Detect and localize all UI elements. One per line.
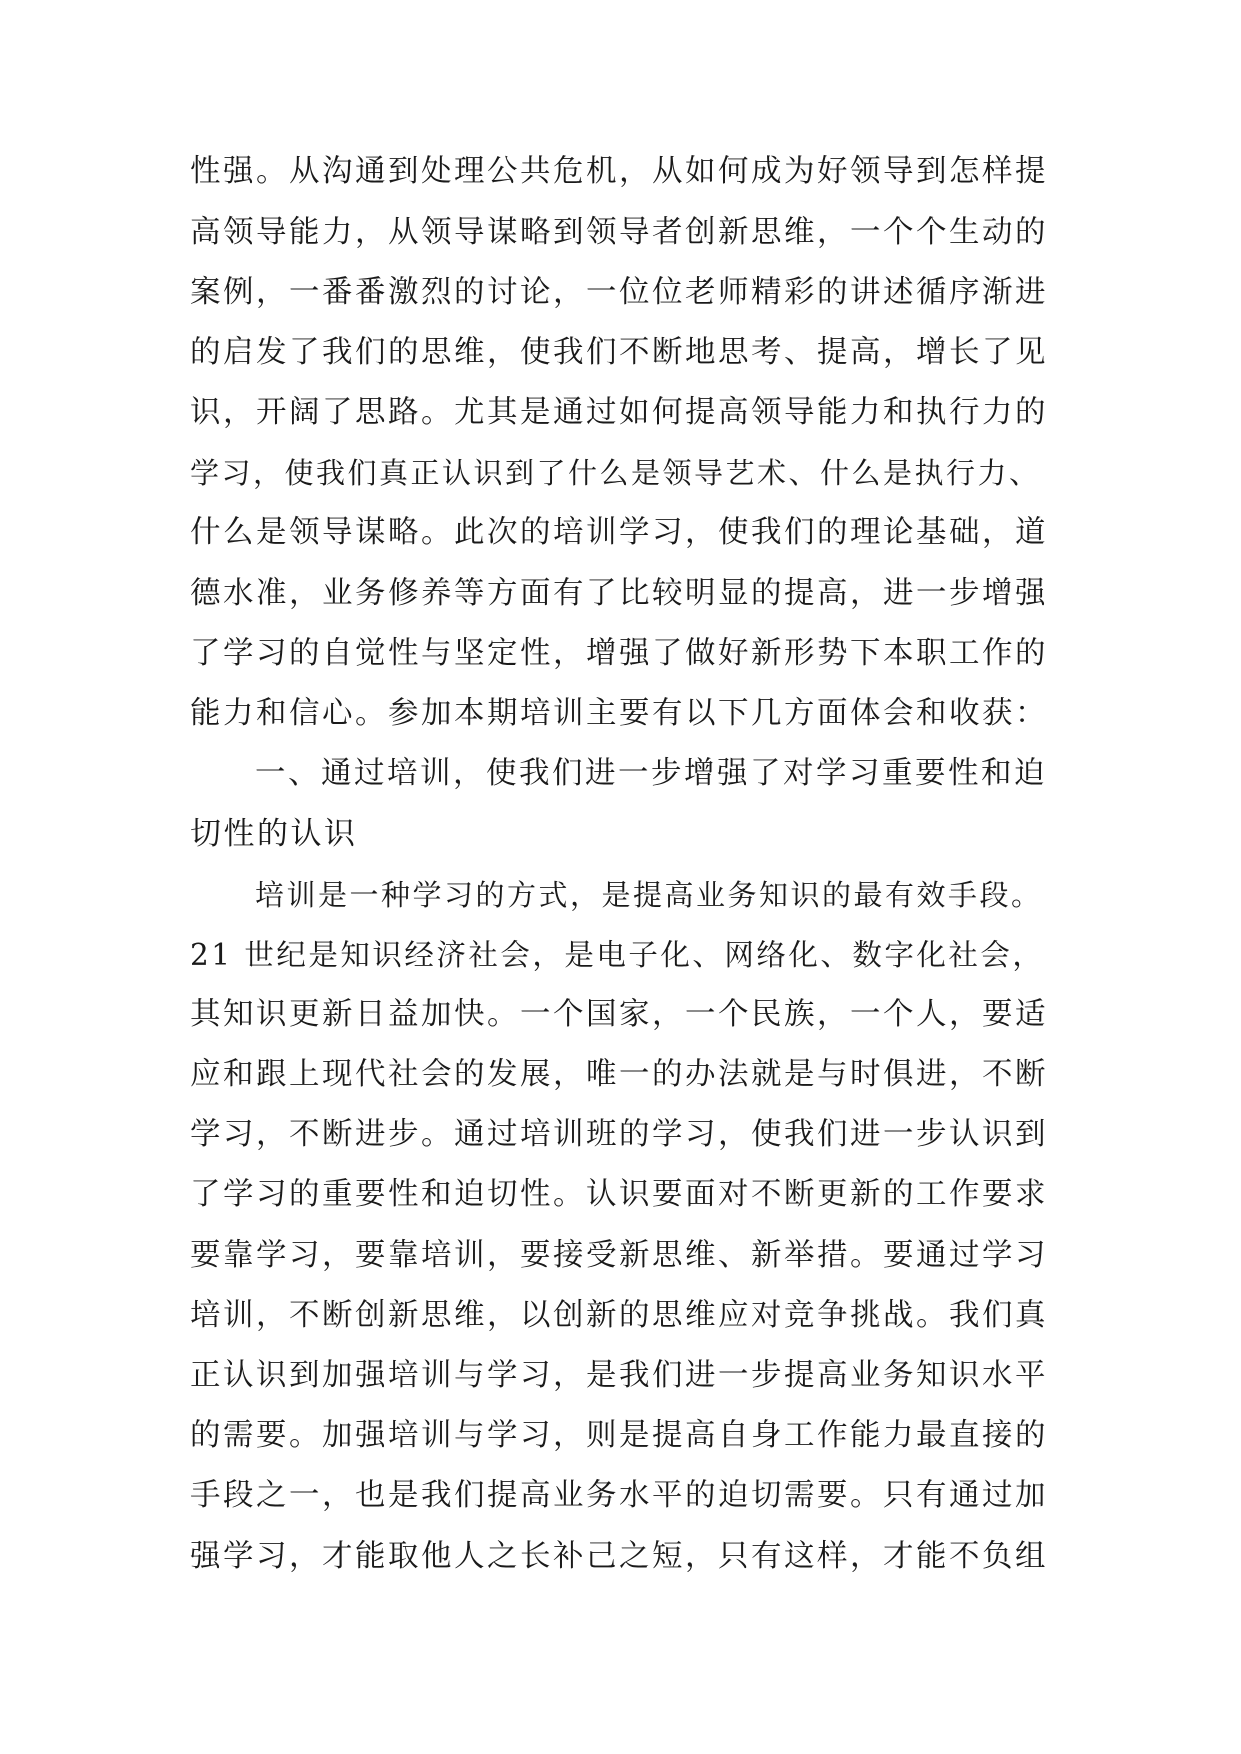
section-heading: 一、通过培训，使我们进一步增强了对学习重要性和迫 [255, 756, 1047, 791]
text-line: 学习，不断进步。通过培训班的学习，使我们进一步认识到 [190, 1117, 1048, 1152]
text-line: 案例，一番番激烈的讨论，一位位老师精彩的讲述循序渐进 [190, 275, 1048, 310]
text-line: 培训，不断创新思维，以创新的思维应对竞争挑战。我们真 [190, 1298, 1048, 1333]
text-line: 强学习，才能取他人之长补己之短，只有这样，才能不负组 [190, 1539, 1048, 1574]
text-line: 要靠学习，要靠培训，要接受新思维、新举措。要通过学习 [190, 1238, 1048, 1273]
text-line: 的需要。加强培训与学习，则是提高自身工作能力最直接的 [190, 1418, 1048, 1453]
text-line: 21 世纪是知识经济社会，是电子化、网络化、数字化社会， [190, 938, 1045, 972]
text-line: 德水准，业务修养等方面有了比较明显的提高，进一步增强 [190, 576, 1048, 611]
text-line: 手段之一，也是我们提高业务水平的迫切需要。只有通过加 [190, 1478, 1048, 1513]
text-line: 的启发了我们的思维，使我们不断地思考、提高，增长了见 [190, 335, 1048, 370]
text-line: 正认识到加强培训与学习，是我们进一步提高业务知识水平 [190, 1358, 1048, 1393]
section-heading-continued: 切性的认识 [190, 816, 358, 852]
text-line: 学习，使我们真正认识到了什么是领导艺术、什么是执行力、 [190, 456, 1041, 490]
text-line: 高领导能力，从领导谋略到领导者创新思维，一个个生动的 [190, 215, 1048, 250]
text-line: 培训是一种学习的方式，是提高业务知识的最有效手段。 [255, 878, 1043, 912]
text-line: 能力和信心。参加本期培训主要有以下几方面体会和收获： [190, 696, 1048, 731]
text-line: 识，开阔了思路。尤其是通过如何提高领导能力和执行力的 [190, 395, 1048, 430]
text-line: 了学习的自觉性与坚定性，增强了做好新形势下本职工作的 [190, 636, 1048, 671]
text-line: 其知识更新日益加快。一个国家，一个民族，一个人，要适 [190, 997, 1048, 1032]
text-line: 性强。从沟通到处理公共危机，从如何成为好领导到怎样提 [190, 154, 1048, 189]
text-line: 应和跟上现代社会的发展，唯一的办法就是与时俱进，不断 [190, 1057, 1048, 1092]
text-line: 了学习的重要性和迫切性。认识要面对不断更新的工作要求 [190, 1177, 1048, 1212]
text-line: 什么是领导谋略。此次的培训学习，使我们的理论基础，道 [190, 515, 1048, 550]
